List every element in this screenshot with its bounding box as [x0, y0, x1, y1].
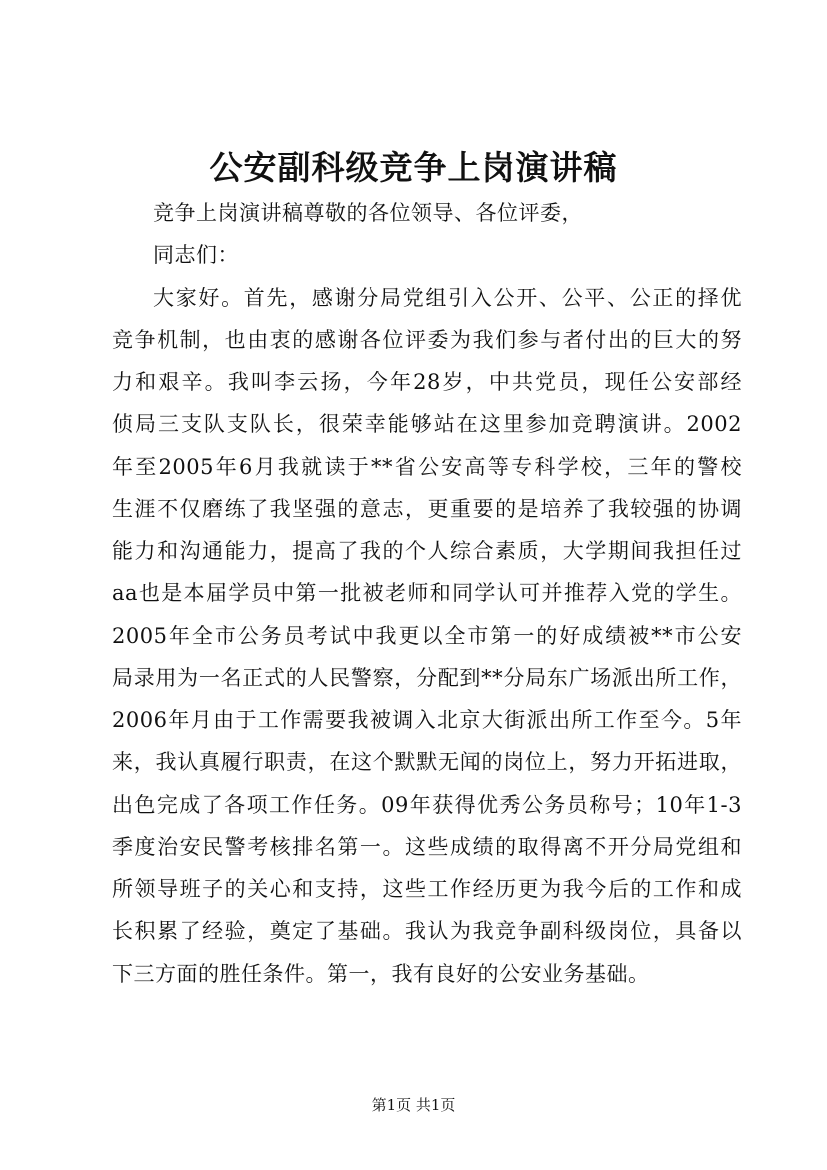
text-line: 出色完成了各项工作任务。09年获得优秀公务员称号；10年1-3: [112, 793, 742, 817]
text-line: 侦局三支队支队长，很荣幸能够站在这里参加竞聘演讲。2002: [112, 412, 742, 436]
text-line: 来，我认真履行职责，在这个默默无闻的岗位上，努力开拓进取，: [112, 750, 742, 774]
text-line: 同志们：: [153, 243, 239, 267]
text-line: 2005年全市公务员考试中我更以全市第一的好成绩被**市公安: [112, 624, 742, 648]
text-line: 竞争机制，也由衷的感谢各位评委为我们参与者付出的巨大的努: [112, 328, 742, 352]
text-line: 力和艰辛。我叫李云扬，今年28岁，中共党员，现任公安部经: [112, 370, 742, 394]
text-line: 所领导班子的关心和支持，这些工作经历更为我今后的工作和成: [112, 877, 742, 901]
text-line: 局录用为一名正式的人民警察，分配到**分局东广场派出所工作，: [112, 666, 742, 690]
text-line: 2006年月由于工作需要我被调入北京大街派出所工作至今。5年: [112, 708, 742, 732]
text-line: 年至2005年6月我就读于**省公安高等专科学校，三年的警校: [112, 455, 742, 479]
text-line: 大家好。首先，感谢分局党组引入公开、公平、公正的择优: [153, 286, 742, 310]
text-line: aa也是本届学员中第一批被老师和同学认可并推荐入党的学生。: [112, 581, 742, 605]
text-line: 能力和沟通能力，提高了我的个人综合素质，大学期间我担任过: [112, 539, 742, 563]
document-title: 公安副科级竞争上岗演讲稿: [209, 148, 618, 187]
text-line: 季度治安民警考核排名第一。这些成绩的取得离不开分局党组和: [112, 835, 742, 859]
text-line: 竞争上岗演讲稿尊敬的各位领导、各位评委，: [153, 201, 583, 225]
text-line: 长积累了经验，奠定了基础。我认为我竞争副科级岗位，具备以: [112, 919, 742, 943]
page-footer: 第1页 共1页: [371, 1096, 456, 1114]
text-line: 下三方面的胜任条件。第一，我有良好的公安业务基础。: [112, 962, 650, 986]
text-line: 生涯不仅磨练了我坚强的意志，更重要的是培养了我较强的协调: [112, 497, 742, 521]
